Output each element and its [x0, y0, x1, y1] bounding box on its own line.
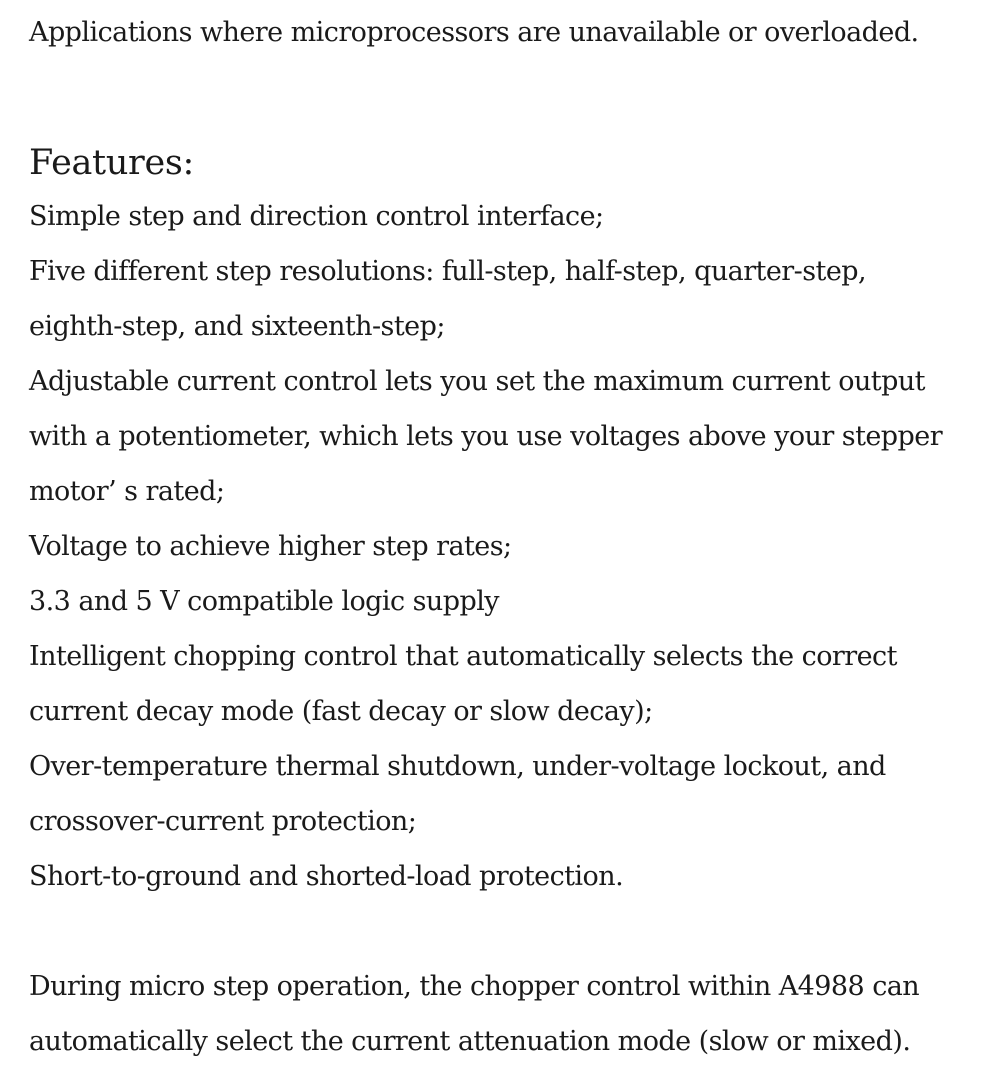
feature-line: 3.3 and 5 V compatible logic supply	[29, 586, 500, 617]
feature-line: eighth-step, and sixteenth-step;	[29, 311, 445, 342]
features-heading: Features:	[29, 143, 195, 183]
closing-line: automatically select the current attenuation mode (slow or mixed).	[29, 1026, 911, 1057]
feature-line: motor’ s rated;	[29, 476, 225, 507]
closing-line: During micro step operation, the chopper control within A4988 can	[29, 971, 920, 1002]
feature-line: Five different step resolutions: full-step, half-step, quarter-step,	[29, 256, 867, 287]
feature-line: Voltage to achieve higher step rates;	[29, 531, 512, 562]
intro-paragraph: Applications where microprocessors are unavailable or overloaded.	[29, 17, 919, 48]
feature-line: with a potentiometer, which lets you use voltages above your stepper	[29, 421, 943, 452]
feature-line: Short-to-ground and shorted-load protection.	[29, 861, 624, 892]
feature-line: current decay mode (fast decay or slow decay);	[29, 696, 653, 727]
feature-line: Simple step and direction control interface;	[29, 201, 604, 232]
feature-line: Intelligent chopping control that automatically selects the correct	[29, 641, 897, 672]
feature-line: Over-temperature thermal shutdown, under-voltage lockout, and	[29, 751, 886, 782]
feature-line: Adjustable current control lets you set the maximum current output	[29, 366, 925, 397]
feature-line: crossover-current protection;	[29, 806, 417, 837]
